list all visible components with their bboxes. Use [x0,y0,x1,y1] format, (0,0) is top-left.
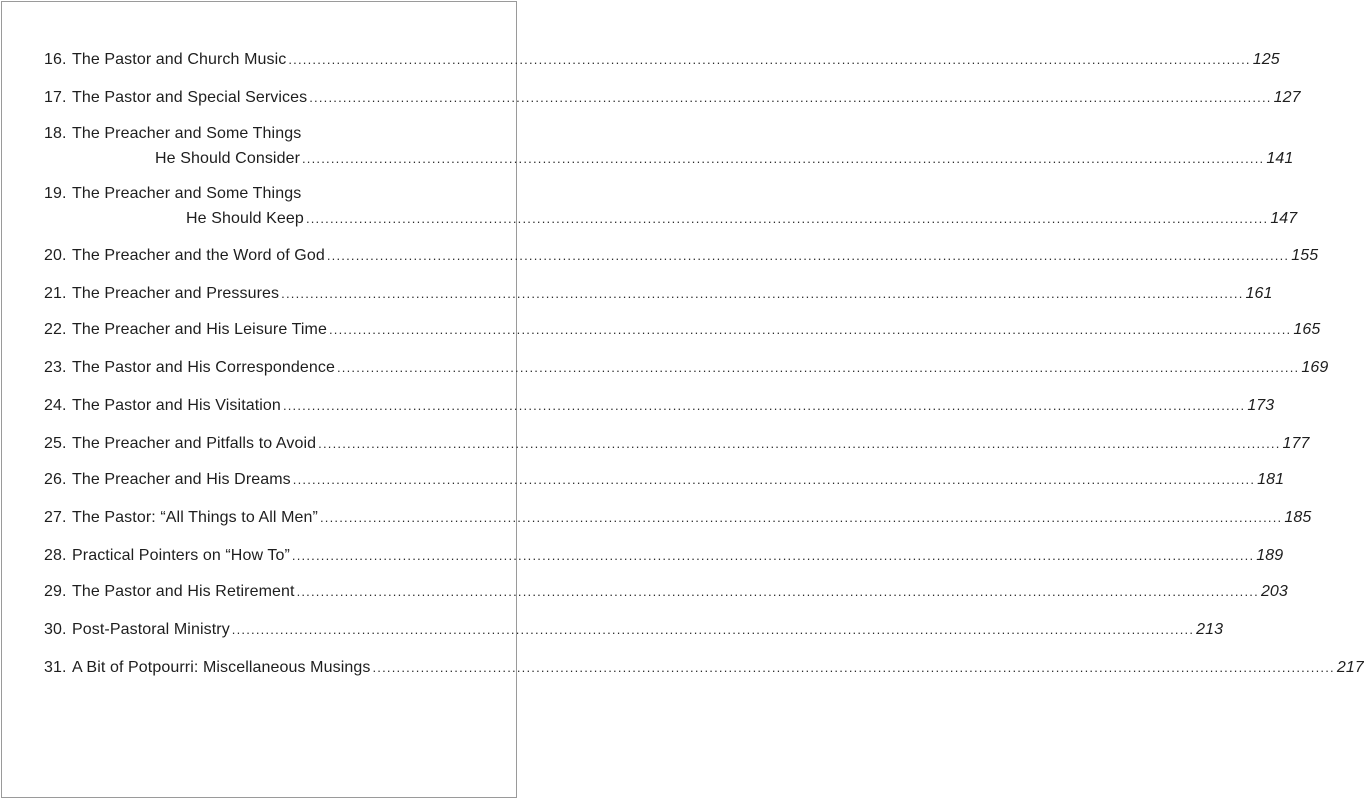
dot-leader: ........................................................................................................................................................................................................ [288,52,1251,67]
dot-leader: ........................................................................................................................................................................................................ [372,660,1335,675]
chapter-number: 31. [44,659,67,676]
chapter-number: 24. [44,397,67,414]
chapter-title: The Pastor and His Retirement [72,583,295,600]
chapter-number: 17. [44,89,67,106]
page-number: 155 [1291,247,1319,264]
dot-leader: ........................................................................................................................................................................................................ [292,472,1256,487]
toc-entry [44,620,1224,640]
page-number: 189 [1256,547,1284,564]
dot-leader: ........................................................................................................................................................................................................ [319,510,1283,525]
chapter-title: The Pastor and Church Music [72,51,287,68]
chapter-number: 25. [44,435,67,452]
dot-leader: ........................................................................................................................................................................................................ [309,90,1272,105]
chapter-number: 28. [44,547,67,564]
chapter-title: The Preacher and Pressures [72,285,280,302]
dot-leader: ........................................................................................................................................................................................................ [326,248,1290,263]
dot-leader: ........................................................................................................................................................................................................ [318,436,1281,451]
chapter-number: 21. [44,285,67,302]
toc-entry [44,582,1288,602]
page-number: 161 [1245,285,1273,302]
chapter-title: The Preacher and the Word of God [72,247,325,264]
chapter-number: 22. [44,321,67,338]
page-number: 141 [1266,150,1294,167]
toc-entry [44,434,1310,454]
toc-entry [44,88,1301,108]
dot-leader: ........................................................................................................................................................................................................ [328,322,1292,337]
chapter-title: The Preacher and His Leisure Time [72,321,327,338]
chapter-title-line2: He Should Consider [155,150,300,167]
chapter-title: The Pastor and His Visitation [72,397,281,414]
page-number: 173 [1247,397,1275,414]
dot-leader: ........................................................................................................................................................................................................ [282,398,1246,413]
page-number: 169 [1301,359,1329,376]
chapter-title: The Pastor and His Correspondence [72,359,335,376]
table-of-contents [44,0,1364,800]
chapter-number: 23. [44,359,67,376]
chapter-title-line1: The Preacher and Some Things [72,185,302,202]
chapter-number: 16. [44,51,67,68]
chapter-title-line1: The Preacher and Some Things [72,125,302,142]
chapter-title: Practical Pointers on “How To” [72,547,290,564]
chapter-number: 20. [44,247,67,264]
toc-entry [44,508,1312,528]
chapter-title: The Pastor and Special Services [72,89,308,106]
page-number: 217 [1336,659,1364,676]
chapter-title: Post-Pastoral Ministry [72,621,230,638]
chapter-number: 18. [44,125,67,142]
toc-entry [44,470,1285,490]
chapter-title: The Preacher and Pitfalls to Avoid [72,435,317,452]
chapter-number: 30. [44,621,67,638]
toc-entry [44,396,1275,416]
toc-entry [44,358,1329,378]
toc-entry [44,546,1284,566]
chapter-number: 19. [44,185,67,202]
chapter-title: The Preacher and His Dreams [72,471,291,488]
chapter-title-line2: He Should Keep [186,210,304,227]
toc-entry [44,246,1319,266]
toc-entry [44,284,1273,304]
chapter-title: The Pastor: “All Things to All Men” [72,509,318,526]
toc-entry [44,50,1280,70]
chapter-number: 29. [44,583,67,600]
chapter-number: 27. [44,509,67,526]
toc-entry [44,658,1364,678]
page-number: 177 [1282,435,1310,452]
dot-leader: ........................................................................................................................................................................................................ [302,151,1265,166]
dot-leader: ........................................................................................................................................................................................................ [337,360,1300,375]
dot-leader: ........................................................................................................................................................................................................ [291,548,1255,563]
page-number: 213 [1196,621,1224,638]
dot-leader: ........................................................................................................................................................................................................ [296,584,1259,599]
dot-leader: ........................................................................................................................................................................................................ [305,211,1269,226]
dot-leader: ........................................................................................................................................................................................................ [231,622,1195,637]
toc-entry [44,320,1321,340]
dot-leader: ........................................................................................................................................................................................................ [281,286,1244,301]
page-number: 165 [1293,321,1321,338]
chapter-title: A Bit of Potpourri: Miscellaneous Musings [72,659,371,676]
page-number: 203 [1260,583,1288,600]
page-number: 127 [1273,89,1301,106]
page-number: 147 [1270,210,1298,227]
chapter-number: 26. [44,471,67,488]
page-number: 185 [1284,509,1312,526]
page-number: 181 [1257,471,1285,488]
toc-entry [44,124,1294,169]
toc-entry [44,184,1298,229]
page-number: 125 [1252,51,1280,68]
